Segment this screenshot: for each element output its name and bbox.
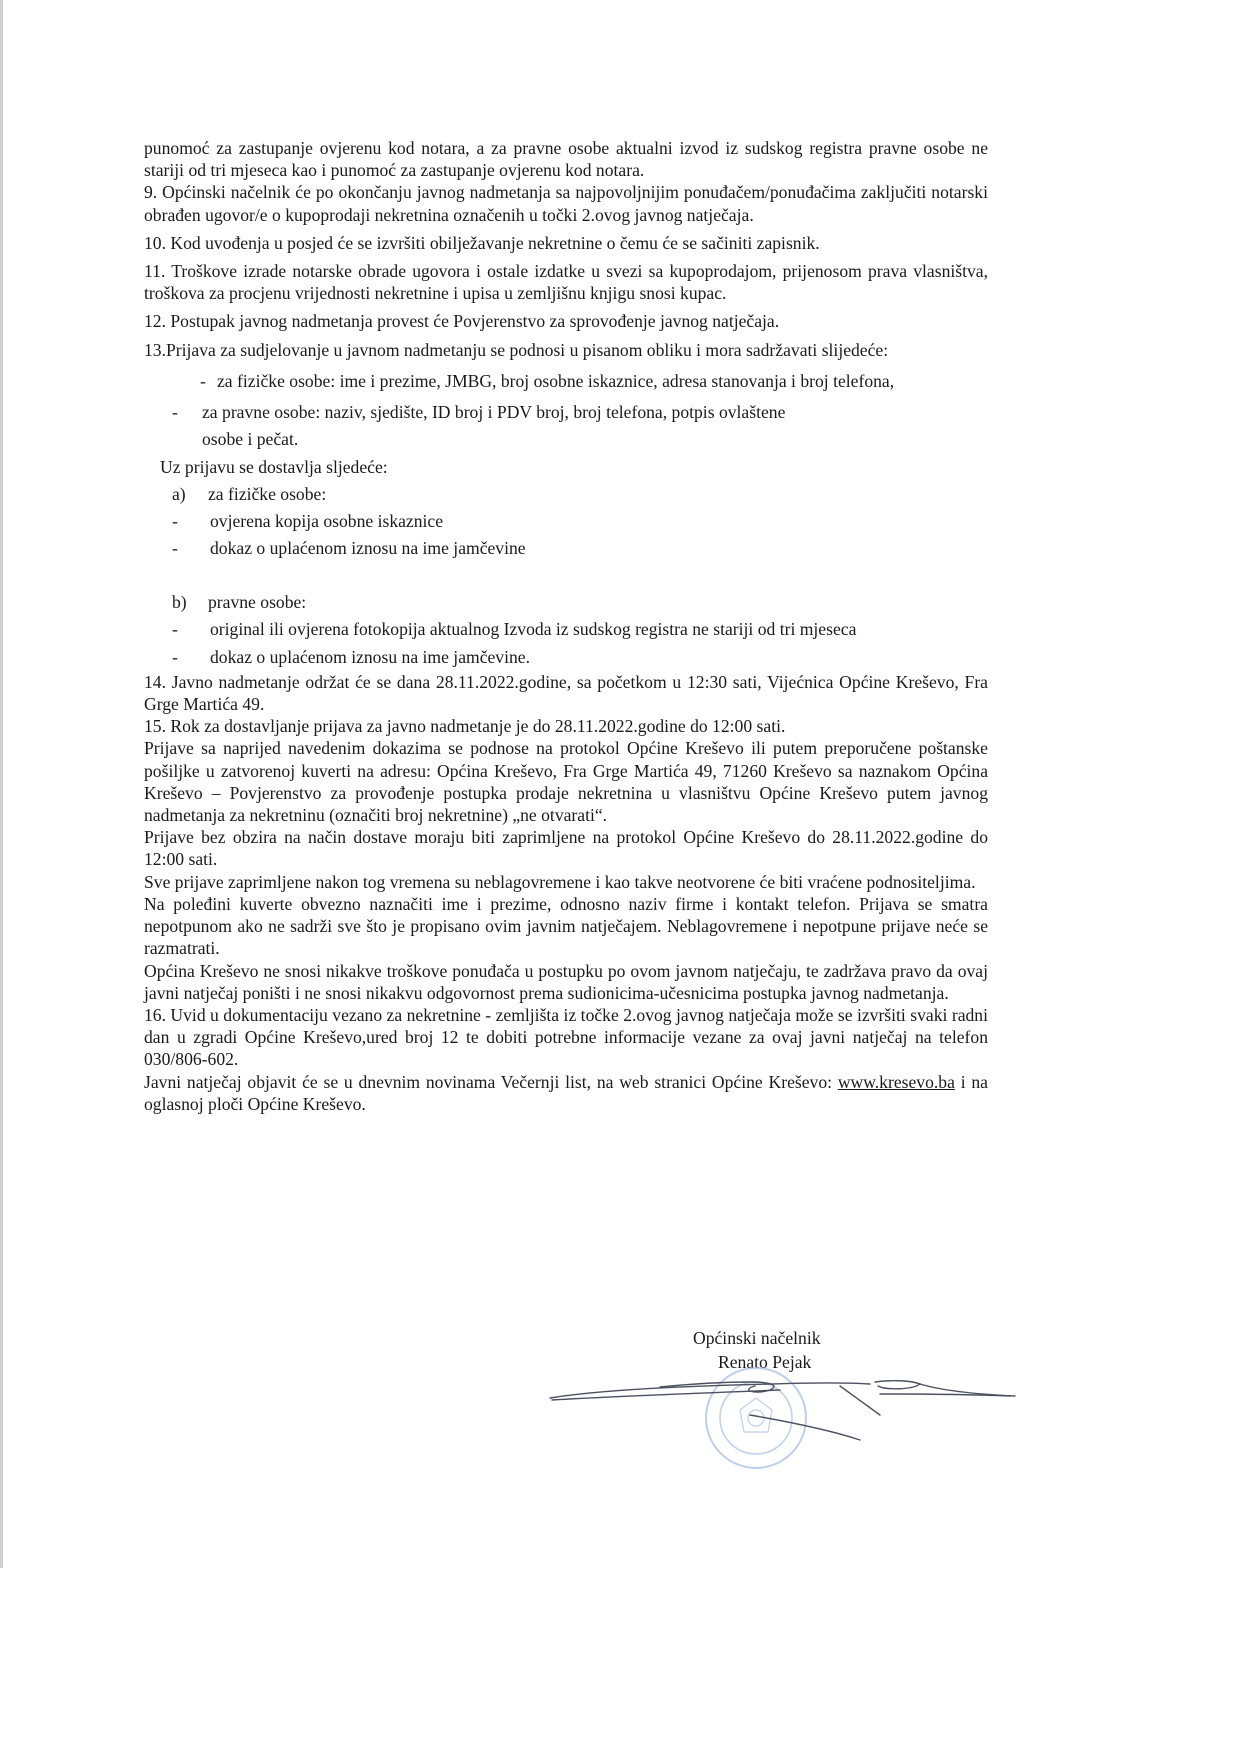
list-item — [144, 646, 988, 668]
paragraph-15-costs: Općina Kreševo ne snosi nikakve troškove ponuđača u postupku po ovom javnom natječaju, te zadržava pravo da ovaj javni natječaj poništi i ne snosi nikakvu odgovornost prema sudionicima-učesnicima postupka javnog nadmetanja. — [144, 960, 988, 1003]
paragraph-13: 13.Prijava za sudjelovanje u javnom nadmetanju se podnosi u pisanom obliku i mora sadržavati slijedeće: — [144, 339, 889, 360]
signature-and-stamp — [540, 1360, 1020, 1470]
paragraph-14: 14. Javno nadmetanje održat će se dana 28.11.2022.godine, sa početkom u 12:30 sati, Vijećnica Općine Kreševo, Fra Grge Martića 49. — [144, 671, 988, 715]
bullet-dash: - — [172, 402, 178, 423]
paragraph-11: 11. Troškove izrade notarske obrade ugovora i ostale izdatke u svezi sa kupoprodajom, prijenosom prava vlasništva, troškova za procjenu vrijednosti nekretnine i upisa u zemljišnu knjigu snosi kupac. — [144, 261, 988, 304]
paragraph-15-submission: Prijave sa naprijed navedenim dokazima se podnose na protokol Općine Kreševo ili putem preporučene poštanske pošiljke u zatvorenoj kuverti na adresu: Općina Kreševo, Fra Grge Martića 49, 71260 Kreševo sa naznakom Općina Kreševo – Povjerenstvo za provođenje postupka prodaje nekretnina u vlasništvu Općine Kreševo putem javnog nadmetanja za nekretninu (označiti broj nekretnine) „ne otvarati“. — [144, 738, 988, 826]
list-b-item-2: dokaz o uplaćenom iznosu na ime jamčevine. — [210, 646, 530, 667]
list-a-item-1: ovjerena kopija osobne iskaznice — [210, 510, 444, 531]
list-dash: - — [172, 619, 178, 640]
paragraph-15: 15. Rok za dostavljanje prijava za javno nadmetanje je do 28.11.2022.godine do 12:00 sati. — [144, 716, 786, 737]
signatory-name: Renato Pejak — [718, 1352, 812, 1372]
paragraph-15-envelope: Na poleđini kuverte obvezno naznačiti ime i prezime, odnosno naziv firme i kontakt telefon. Prijava se smatra nepotpunom ako ne sadrži sve što je propisano ovim javnim natječajem. Neblagovremene i nepotpune prijave neće se razmatrati. — [144, 893, 988, 959]
paragraph-9: 9. Općinski načelnik će po okončanju javnog nadmetanja sa najpovoljnijim ponuđačem/ponuđačima zaključiti notarski obrađen ugovor/e o kupoprodaji nekretnina označenih u točki 2.ovog javnog natječaja. — [144, 182, 988, 225]
publication-text-end: i na oglasnoj ploči Općine Kreševo. — [144, 1071, 988, 1114]
paragraph-15-late: Sve prijave zaprimljene nakon tog vremena su neblagovremene i kao takve neotvorene će biti vraćene podnositeljima. — [144, 871, 976, 892]
paragraph-intro: punomoć za zastupanje ovjerenu kod notara, a za pravne osobe aktualni izvod iz sudskog registra pravne osobe ne stariji od tri mjeseca kao i punomoć za zastupanje ovjerenu kod notara. — [144, 138, 988, 181]
bullet-fizicke-osobe — [144, 370, 988, 392]
paragraph-15-deadline: Prijave bez obzira na način dostave moraju biti zaprimljene na protokol Općine Kreševo do 28.11.2022.godine do 12:00 sati. — [144, 827, 988, 870]
list-b-label: pravne osobe: — [208, 592, 307, 613]
list-dash: - — [172, 510, 178, 531]
list-a-heading — [144, 483, 988, 505]
bullet-text-line2: osobe i pečat. — [202, 429, 299, 450]
document-body — [144, 137, 988, 1115]
bullet-dash: - — [200, 370, 206, 391]
bullet-text-line1: za pravne osobe: naziv, sjedište, ID broj i PDV broj, broj telefona, potpis ovlaštene — [202, 402, 786, 423]
paragraph-16: 16. Uvid u dokumentaciju vezano za nekretnine - zemljišta iz točke 2.ovog javnog natječaja može se izvršiti svaki radni dan u zgradi Općine Kreševo,ured broj 12 te dobiti potrebne informacije vezane za ovaj javni natječaj na telefon 030/806-602. — [144, 1004, 988, 1070]
list-b-heading — [144, 591, 988, 613]
list-a-label: za fizičke osobe: — [208, 483, 327, 504]
list-item — [144, 618, 988, 640]
list-a-marker: a) — [172, 483, 186, 504]
list-dash: - — [172, 646, 178, 667]
list-item — [144, 510, 988, 532]
list-item — [144, 537, 988, 559]
list-b-item-1: original ili ovjerena fotokopija aktualnog Izvoda iz sudskog registra ne stariji od tri mjeseca — [210, 619, 857, 640]
bullet-pravne-osobe — [144, 401, 988, 450]
list-b-marker: b) — [172, 592, 187, 613]
paragraph-12: 12. Postupak javnog nadmetanja provest će Povjerenstvo za sprovođenje javnog natječaja. — [144, 311, 780, 332]
scan-edge — [0, 0, 3, 1568]
publication-text: Javni natječaj objavit će se u dnevnim novinama Večernji list, na web stranici Općine Kreševo: — [144, 1071, 833, 1092]
bullet-text: za fizičke osobe: ime i prezime, JMBG, broj osobne iskaznice, adresa stanovanja i broj telefona, — [217, 370, 895, 391]
list-dash: - — [172, 538, 178, 559]
uz-prijavu-heading: Uz prijavu se dostavlja sljedeće: — [160, 457, 388, 478]
signatory-title: Općinski načelnik — [693, 1328, 821, 1348]
list-a-item-2: dokaz o uplaćenom iznosu na ime jamčevine — [210, 538, 526, 559]
website-link[interactable]: www.kresevo.ba — [837, 1071, 955, 1092]
paragraph-10: 10. Kod uvođenja u posjed će se izvršiti obilježavanje nekretnine o čemu će se sačiniti zapisnik. — [144, 232, 820, 253]
handwritten-signature-icon — [550, 1381, 1015, 1440]
paragraph-publication — [144, 1071, 988, 1115]
